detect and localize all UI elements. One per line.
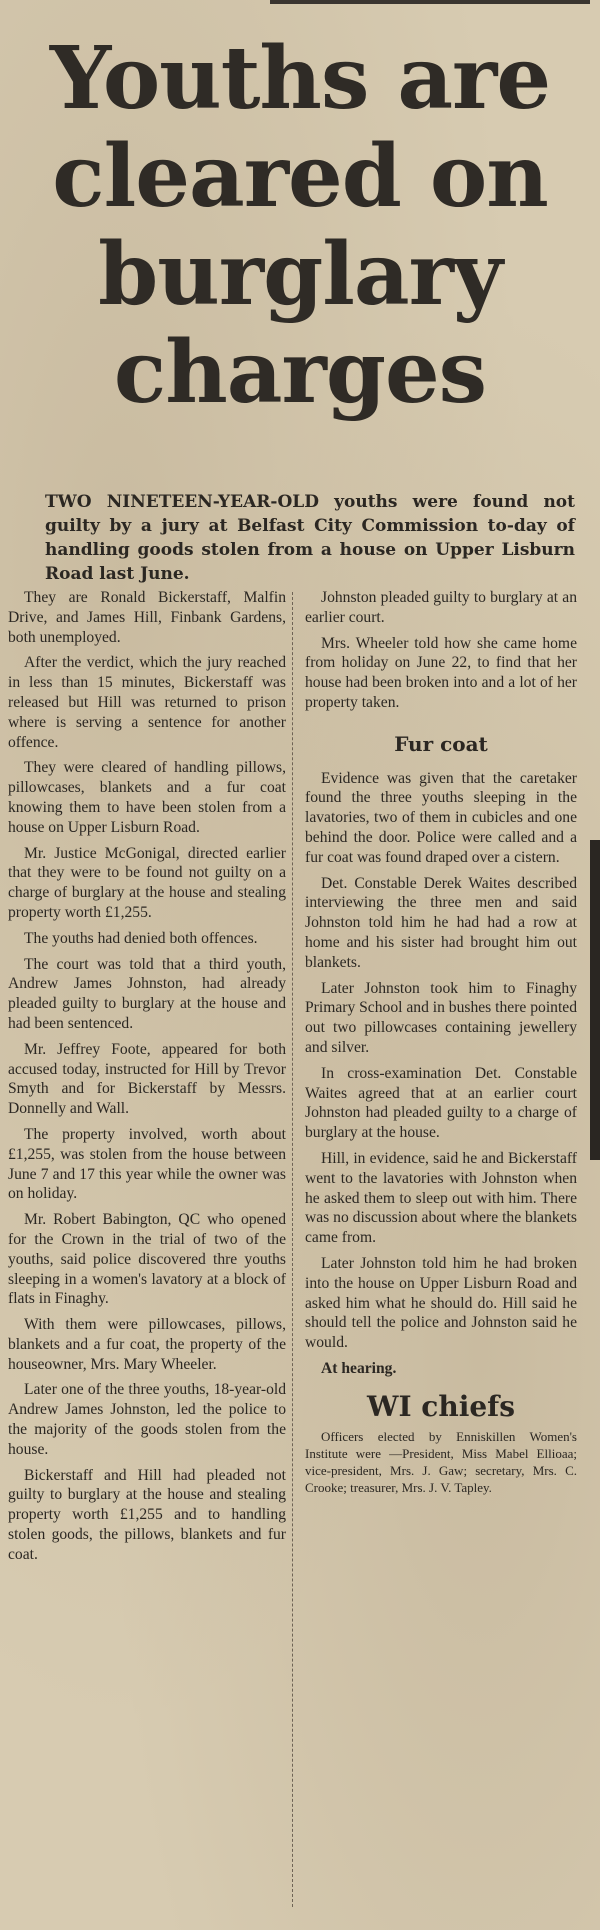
paragraph: In cross-examination Det. Constable Waites agreed that at an earlier court Johnston had pleaded guilty to a charge of burglary at the house. bbox=[305, 1064, 577, 1142]
column-divider bbox=[292, 592, 293, 1907]
adjacent-clipping-edge bbox=[590, 840, 600, 1160]
paragraph: Later one of the three youths, 18-year-old Andrew James Johnston, led the police to the majority of the goods stolen from the house. bbox=[8, 1381, 286, 1458]
paragraph: Later Johnston took him to Finaghy Primary School and in bushes there pointed out two pillowcases containing jewellery and silver. bbox=[305, 979, 577, 1056]
at-hearing-label: At hearing. bbox=[321, 1359, 397, 1377]
paragraph: After the verdict, which the jury reached in less than 15 minutes, Bickerstaff was released but Hill was returned to prison where is serving a sentence for another offence. bbox=[8, 654, 286, 751]
paragraph: The property involved, worth about £1,255, was stolen from the house between June 7 and 17 this year while the owner was on holiday. bbox=[8, 1125, 286, 1203]
paragraph: Mr. Justice McGonigal, directed earlier that they were to be found not guilty on a charge of burglary at the house and stealing property worth £1,255. bbox=[8, 844, 286, 921]
headline-line: burglary bbox=[98, 224, 502, 325]
subhead-fur-coat: Fur coat bbox=[394, 731, 488, 756]
paragraph: Bickerstaff and Hill had pleaded not guilty to burglary at the house and stealing property worth £1,255 and to handling stolen goods, the pillows, blankets and fur coat. bbox=[8, 1466, 286, 1563]
paragraph: They are Ronald Bickerstaff, Malfin Drive, and James Hill, Finbank Gardens, both unemployed. bbox=[8, 589, 286, 646]
paragraph: Hill, in evidence, said he and Bickerstaff went to the lavatories with Johnston when he asked them to sleep out with him. There was no discussion about where the blankets came from. bbox=[305, 1149, 577, 1247]
paragraph: Officers elected by Enniskillen Women's Institute were —President, Miss Mabel Ellioaa; vice-president, Mrs. J. Gaw; secretary, Mrs. C. Crooke; treasurer, Mrs. J. V. Tapley. bbox=[305, 1429, 577, 1496]
left-column bbox=[8, 588, 286, 1571]
paragraph: Johnston pleaded guilty to burglary at an earlier court. bbox=[305, 589, 577, 626]
paragraph: Mrs. Wheeler told how she came home from holiday on June 22, to find that her house had been broken into and a lot of her property taken. bbox=[305, 634, 577, 711]
right-column bbox=[305, 588, 577, 1502]
top-rule bbox=[270, 0, 590, 4]
paragraph: They were cleared of handling pillows, pillowcases, blankets and a fur coat knowing them to have been stolen from a house on Upper Lisburn Road. bbox=[8, 759, 286, 836]
paragraph: The youths had denied both offences. bbox=[24, 929, 258, 947]
paragraph: Mr. Robert Babington, QC who opened for the Crown in the trial of two of the youths, said police discovered thre youths sleeping in a women's lavatory at a block of flats in Finaghy. bbox=[8, 1211, 286, 1308]
subhead-wi-chiefs: WI chiefs bbox=[367, 1389, 515, 1423]
paragraph: Evidence was given that the caretaker found the three youths sleeping in the lavatories, two of them in cubicles and one behind the door. Police were called and a fur coat was found draped over a cistern. bbox=[305, 769, 577, 866]
paragraph: The court was told that a third youth, Andrew James Johnston, had already pleaded guilty to burglary at the house and had been sentenced. bbox=[8, 955, 286, 1032]
paragraph: With them were pillowcases, pillows, blankets and a fur coat, the property of the houseowner, Mrs. Mary Wheeler. bbox=[8, 1316, 286, 1373]
headline-line: charges bbox=[113, 322, 487, 423]
wi-story bbox=[305, 1428, 577, 1496]
intro-paragraph: TWO NINETEEN-YEAR-OLD youths were found not guilty by a jury at Belfast City Commission to-day of handling goods stolen from a house on Upper Lisburn Road last June. bbox=[45, 492, 575, 584]
headline-line: Youths are bbox=[49, 28, 551, 129]
paragraph: Det. Constable Derek Waites described interviewing the three men and said Johnston told him he had had a row at home and his sister had brought him out blankets. bbox=[305, 874, 577, 971]
headline-line: cleared on bbox=[52, 126, 548, 227]
headline bbox=[8, 30, 592, 422]
paragraph: Later Johnston told him he had broken into the house on Upper Lisburn Road and asked him what he should do. Hill said he should tell the police and Johnston said he would. bbox=[305, 1254, 577, 1352]
paragraph: Mr. Jeffrey Foote, appeared for both accused today, instructed for Hill by Trevor Smyth and for Bickerstaff by Messrs. Donnelly and Wall. bbox=[8, 1040, 286, 1118]
